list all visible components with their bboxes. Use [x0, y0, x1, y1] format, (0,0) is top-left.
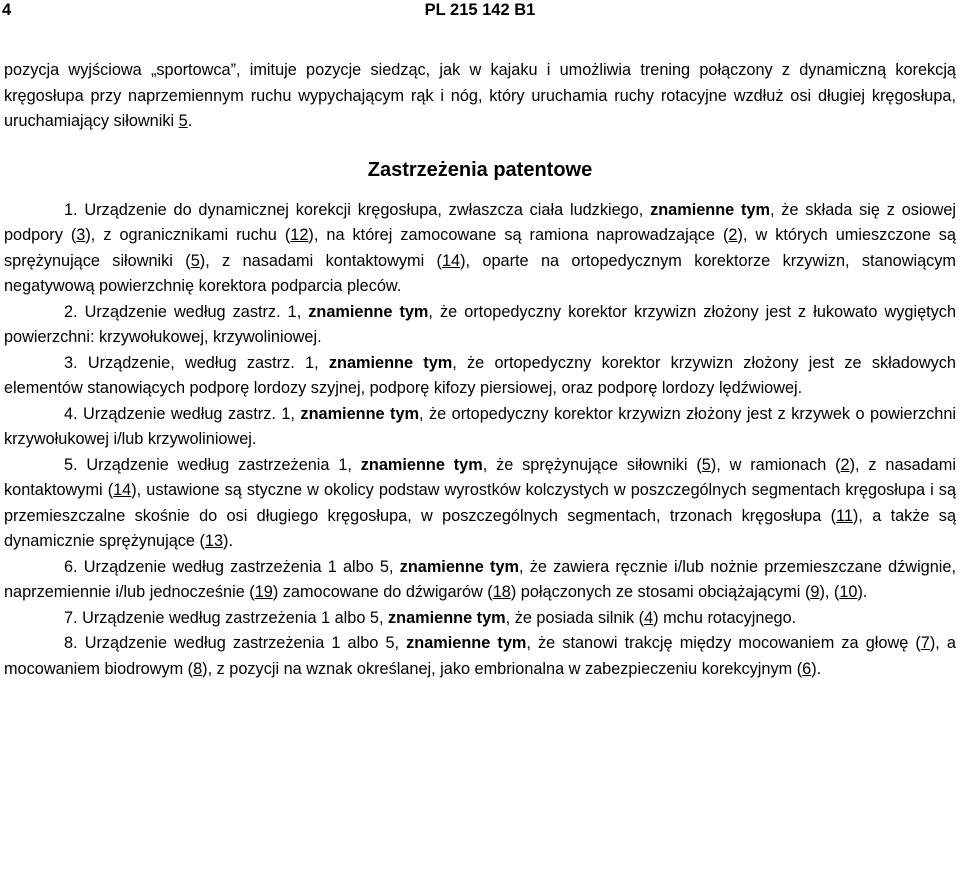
claim-keyword: znamienne tym: [406, 634, 527, 652]
reference-numeral: 13: [204, 532, 224, 550]
reference-numeral: 5: [701, 455, 711, 474]
reference-numeral: 18: [492, 583, 511, 601]
text-run: , że ortopedyczny korektor krzywizn złożony jest z łukowato wygiętych powierzchni: krzywołukowej, krzywoliniowej.: [4, 302, 956, 346]
page-header: [0, 0, 960, 22]
text-run: 3. Urządzenie, według zastrz. 1,: [64, 353, 329, 372]
text-run: , że posiada silnik (: [505, 608, 645, 627]
claim-keyword: znamienne tym: [360, 455, 483, 474]
document-id: PL 215 142 B1: [424, 1, 536, 19]
text-run: ), (: [819, 583, 840, 601]
claim-4: [4, 402, 956, 453]
text-run: ), oparte na ortopedycznym korektorze krzywizn, stanowiącym negatywową powierzchnię korektora podparcia pleców.: [4, 251, 956, 295]
text-run: 5. Urządzenie według zastrzeżenia 1,: [64, 455, 361, 474]
text-run: ), ustawione są styczne w okolicy podstaw wyrostków kolczystych w poszczególnych segmentach kręgosłupa i są przemieszczalne skośnie do osi długiego kręgosłupa, w poszczególnych segmentach, trzonach kręgosłupa (: [4, 481, 956, 525]
text-run: , że ortopedyczny korektor krzywizn złożony jest z krzywek o powierzchni krzywołukowej i/lub krzywoliniowej.: [4, 404, 957, 448]
text-run: ).: [811, 659, 822, 678]
claims-list: [4, 198, 956, 683]
reference-numeral: 5: [178, 112, 188, 130]
text-run: 4. Urządzenie według zastrz. 1,: [64, 404, 301, 423]
text-run: 7. Urządzenie według zastrzeżenia 1 albo 5,: [64, 608, 389, 627]
text-run: .: [187, 112, 193, 130]
section-title: Zastrzeżenia patentowe: [367, 158, 593, 181]
reference-numeral: 14: [113, 481, 132, 499]
claim-7: [4, 606, 956, 632]
text-run: , że zawiera ręcznie i/lub nożnie przemieszczane dźwignie, naprzemiennie i/lub jednocześnie (: [4, 557, 956, 601]
text-run: ), w których umieszczone są sprężynujące siłowniki (: [4, 226, 956, 270]
claim-2: [4, 300, 956, 351]
text-run: ), w ramionach (: [710, 455, 841, 474]
text-run: ), na której zamocowane są ramiona naprowadzające (: [308, 226, 729, 244]
reference-numeral: 14: [441, 251, 461, 270]
reference-numeral: 7: [920, 634, 930, 652]
reference-numeral: 19: [254, 583, 273, 601]
claim-3: [4, 351, 956, 402]
claim-6: [4, 555, 956, 606]
claim-keyword: znamienne tym: [300, 404, 419, 423]
text-run: , że sprężynujące siłowniki (: [482, 455, 702, 474]
text-run: , że stanowi trakcję między mocowaniem za głowę (: [526, 634, 921, 652]
text-run: ) mchu rotacyjnego.: [653, 608, 797, 627]
text-run: pozycja wyjściowa „sportowca”, imituje pozycje siedząc, jak w kajaku i umożliwia trening połączony z dynamiczną korekcją kręgosłupa przy naprzemiennym ruchu wypychającym rąk i nóg, który uruchamia ruchy rotacyjne wzdłuż osi długiej kręgosłupa, uruchamiający siłowniki: [4, 61, 956, 130]
text-run: ), z pozycji na wznak określanej, jako embrionalna w zabezpieczeniu korekcyjnym (: [202, 659, 803, 678]
reference-numeral: 10: [839, 583, 858, 601]
text-run: 1. Urządzenie do dynamicznej korekcji kręgosłupa, zwłaszcza ciała ludzkiego,: [64, 200, 651, 219]
reference-numeral: 5: [190, 251, 200, 270]
claim-keyword: znamienne tym: [388, 608, 506, 627]
text-run: ), z nasadami kontaktowymi (: [4, 455, 956, 499]
text-run: ).: [223, 532, 233, 550]
text-run: , że ortopedyczny korektor krzywizn złożony jest ze składowych elementów stanowiących podporę lordozy szyjnej, podporę kifozy piersiowej, oraz podporę lordozy lędźwiowej.: [4, 353, 956, 397]
document-body: [4, 58, 956, 682]
text-run: 6. Urządzenie według zastrzeżenia 1 albo 5,: [64, 557, 400, 576]
text-run: ) połączonych ze stosami obciążającymi (: [510, 583, 811, 601]
claim-keyword: znamienne tym: [328, 353, 453, 372]
text-run: ) zamocowane do dźwigarów (: [272, 583, 493, 601]
intro-paragraph: [4, 58, 956, 135]
reference-numeral: 12: [290, 226, 309, 244]
claim-keyword: znamienne tym: [650, 200, 770, 219]
reference-numeral: 8: [193, 659, 203, 678]
text-run: ), a także są dynamicznie sprężynujące (: [4, 506, 956, 550]
claim-1: [4, 198, 956, 300]
reference-numeral: 11: [836, 506, 853, 525]
claim-8: [4, 631, 956, 682]
reference-numeral: 3: [76, 226, 86, 244]
text-run: ), z ogranicznikami ruchu (: [85, 226, 291, 244]
text-run: , że składa się z osiowej podpory (: [4, 200, 957, 244]
text-run: ), z nasadami kontaktowymi (: [199, 251, 442, 270]
claim-keyword: znamienne tym: [399, 557, 519, 576]
text-run: 2. Urządzenie według zastrz. 1,: [64, 302, 309, 321]
reference-numeral: 6: [802, 659, 812, 678]
reference-numeral: 9: [810, 583, 820, 601]
page-number: 4: [2, 1, 12, 19]
reference-numeral: 4: [644, 608, 654, 627]
reference-numeral: 2: [728, 226, 738, 244]
claim-keyword: znamienne tym: [308, 302, 429, 321]
claim-5: [4, 453, 956, 555]
text-run: ).: [857, 583, 868, 601]
text-run: ), a mocowaniem biodrowym (: [4, 634, 956, 678]
text-run: 8. Urządzenie według zastrzeżenia 1 albo 5,: [64, 634, 407, 652]
reference-numeral: 2: [840, 455, 850, 474]
